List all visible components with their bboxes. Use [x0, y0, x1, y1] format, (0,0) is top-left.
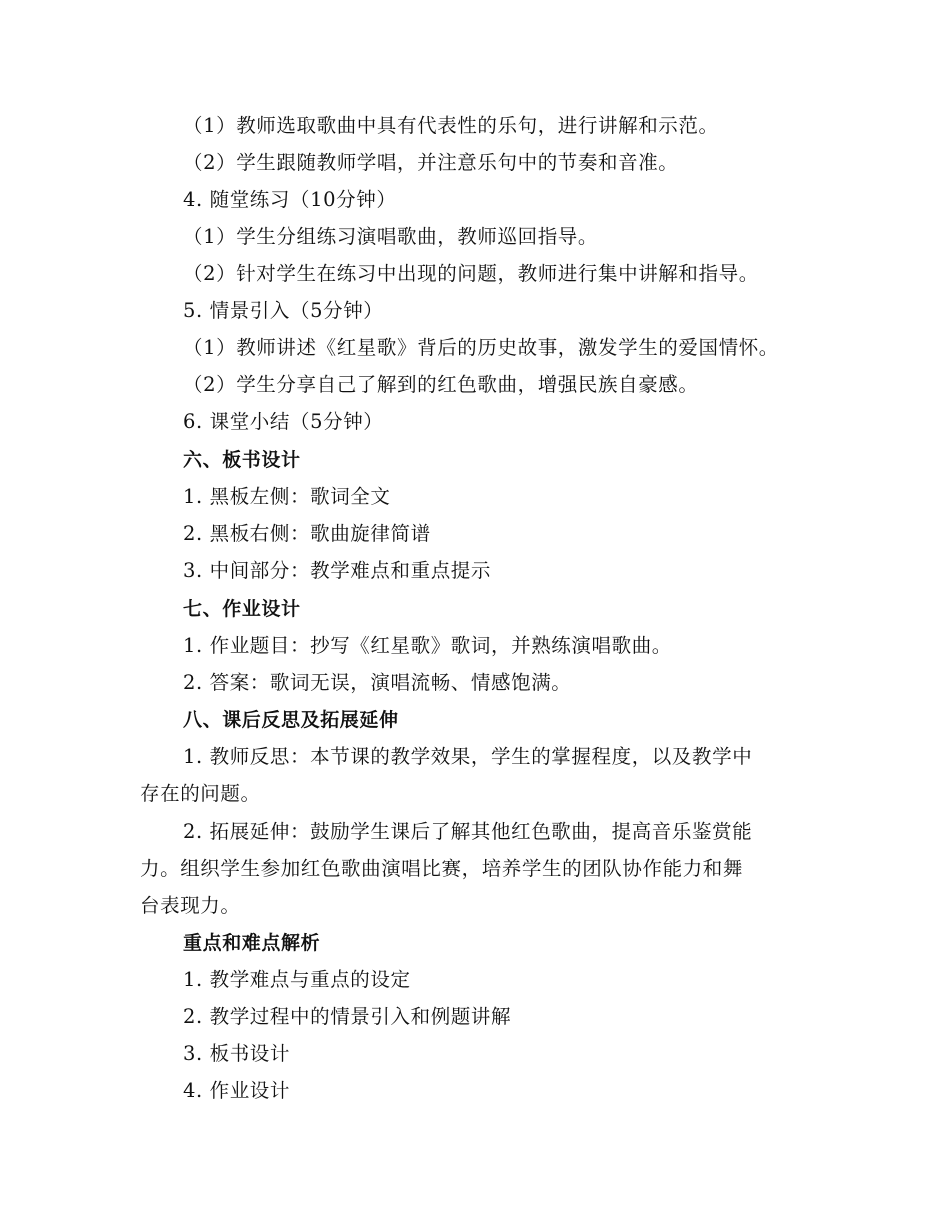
section-heading: 八、课后反思及拓展延伸	[183, 709, 399, 731]
section-item: 5. 情景引入（5分钟）	[183, 299, 384, 322]
section-heading: 重点和难点解析	[183, 932, 321, 954]
text-line: （1）教师讲述《红星歌》背后的历史故事，激发学生的爱国情怀。	[183, 336, 779, 359]
paragraph-line: 1. 教师反思：本节课的教学效果，学生的掌握程度，以及教学中	[183, 745, 753, 768]
list-item: 2. 答案：歌词无误，演唱流畅、情感饱满。	[183, 671, 572, 694]
text-line: （2）学生分享自己了解到的红色歌曲，增强民族自豪感。	[183, 373, 699, 396]
list-item: 4. 作业设计	[183, 1079, 291, 1102]
section-heading: 七、作业设计	[183, 598, 301, 620]
paragraph-line: 存在的问题。	[140, 782, 261, 805]
list-item: 2. 黑板右侧：歌曲旋律简谱	[183, 522, 431, 545]
paragraph-line: 2. 拓展延伸：鼓励学生课后了解其他红色歌曲，提高音乐鉴赏能	[183, 820, 753, 843]
section-heading: 六、板书设计	[183, 449, 301, 471]
text-line: （1）教师选取歌曲中具有代表性的乐句，进行讲解和示范。	[183, 114, 719, 137]
paragraph-line: 台表现力。	[140, 894, 241, 917]
list-item: 3. 中间部分：教学难点和重点提示	[183, 559, 492, 582]
text-line: （2）学生跟随教师学唱，并注意乐句中的节奏和音准。	[183, 151, 679, 174]
list-item: 1. 黑板左侧：歌词全文	[183, 485, 391, 508]
text-line: （2）针对学生在练习中出现的问题，教师进行集中讲解和指导。	[183, 262, 759, 285]
text-line: （1）学生分组练习演唱歌曲，教师巡回指导。	[183, 225, 599, 248]
list-item: 1. 作业题目：抄写《红星歌》歌词，并熟练演唱歌曲。	[183, 634, 672, 657]
list-item: 2. 教学过程中的情景引入和例题讲解	[183, 1005, 512, 1028]
section-item: 4. 随堂练习（10分钟）	[183, 188, 397, 211]
list-item: 3. 板书设计	[183, 1042, 291, 1065]
paragraph-line: 力。组织学生参加红色歌曲演唱比赛，培养学生的团队协作能力和舞	[140, 857, 744, 880]
section-item: 6. 课堂小结（5分钟）	[183, 410, 384, 433]
list-item: 1. 教学难点与重点的设定	[183, 968, 411, 991]
